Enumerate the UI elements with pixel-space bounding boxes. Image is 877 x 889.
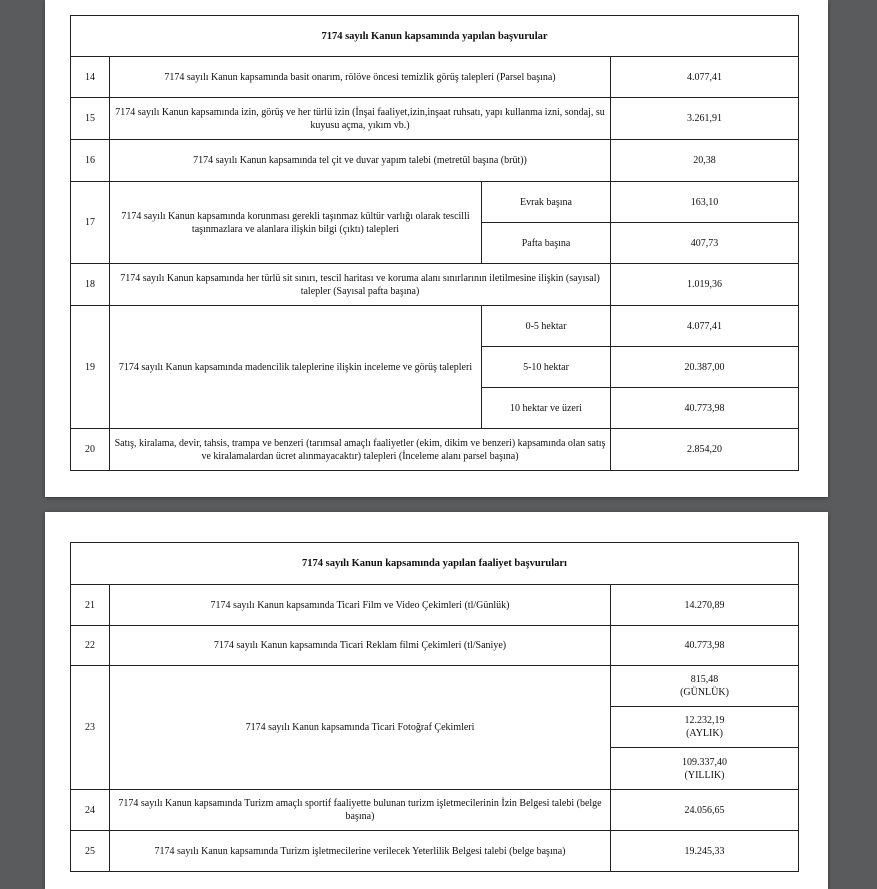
row-number: 20 [71,429,110,471]
row-description: 7174 sayılı Kanun kapsamında izin, görüş ve her türlü izin (İnşai faaliyet,izin,inşaat ruhsatı, yapı kullanma izni, sondaj, su kuyusu açma, yıkım vb.) [110,98,611,140]
row-number: 23 [71,666,110,790]
row-fee: 24.056,65 [611,790,799,831]
row-sub-label: 10 hektar ve üzeri [482,388,611,429]
row-description: 7174 sayılı Kanun kapsamında tel çit ve duvar yapım talebi (metretül başına (brüt)) [110,140,611,182]
row-number: 21 [71,585,110,626]
table-row [71,182,799,223]
fee-amount: 815,48 [690,674,719,685]
row-sub-label: 0-5 hektar [482,306,611,347]
row-fee: 4.077,41 [611,57,799,98]
table-row [71,140,799,182]
row-fee: 20,38 [611,140,799,182]
row-number: 25 [71,831,110,872]
fee-table-applications [70,15,799,471]
row-sub-label: 5-10 hektar [482,347,611,388]
table-row [71,306,799,347]
row-number: 15 [71,98,110,140]
row-fee: 2.854,20 [611,429,799,471]
row-number: 22 [71,626,110,666]
row-number: 14 [71,57,110,98]
table-row [71,790,799,831]
row-fee [611,748,799,790]
row-sub-label: Evrak başına [482,182,611,223]
fee-table-activities [70,542,799,872]
row-fee: 19.245,33 [611,831,799,872]
row-description: 7174 sayılı Kanun kapsamında Ticari Film ve Video Çekimleri (tl/Günlük) [110,585,611,626]
table-row [71,264,799,306]
row-description: 7174 sayılı Kanun kapsamında Turizm işletmecilerine verilecek Yeterlilik Belgesi talebi (belge başına) [110,831,611,872]
row-description: 7174 sayılı Kanun kapsamında basit onarım, rölöve öncesi temizlik görüş talepleri (Parsel başına) [110,57,611,98]
document-page-2 [45,512,828,889]
table-row [71,57,799,98]
row-fee: 1.019,36 [611,264,799,306]
row-sub-label: Pafta başına [482,223,611,264]
row-description: 7174 sayılı Kanun kapsamında her türlü sit sınırı, tescil haritası ve koruma alanı sınırlarının iletilmesine ilişkin (sayısal) talepler (Sayısal pafta başına) [110,264,611,306]
section-title: 7174 sayılı Kanun kapsamında yapılan başvurular [71,16,799,57]
row-description: 7174 sayılı Kanun kapsamında Turizm amaçlı sportif faaliyette bulunan turizm işletmecilerinin İzin Belgesi talebi (belge başına) [110,790,611,831]
row-fee: 407,73 [611,223,799,264]
row-number: 16 [71,140,110,182]
row-number: 24 [71,790,110,831]
row-description: 7174 sayılı Kanun kapsamında korunması gerekli taşınmaz kültür varlığı olarak tescilli taşınmazlara ve alanlara ilişkin bilgi (çıktı) talepleri [110,182,482,264]
fee-amount: 12.232,19 [684,715,725,726]
row-description: 7174 sayılı Kanun kapsamında Ticari Reklam filmi Çekimleri (tl/Saniye) [110,626,611,666]
table-row [71,831,799,872]
table-row [71,98,799,140]
row-fee: 3.261,91 [611,98,799,140]
row-number: 17 [71,182,110,264]
fee-period: (YILLIK) [684,769,725,781]
fee-period: (GÜNLÜK) [680,687,729,698]
row-description: Satış, kiralama, devir, tahsis, trampa ve benzeri (tarımsal amaçlı faaliyetler (ekim, dikim ve benzeri) kapsamında olan satış ve kiralamalardan ücret alınmayacaktır) talepleri (İnceleme alanı parsel başına) [110,429,611,471]
row-fee: 4.077,41 [611,306,799,347]
row-fee: 20.387,00 [611,347,799,388]
row-fee [611,666,799,707]
row-number: 19 [71,306,110,429]
section-title: 7174 sayılı Kanun kapsamında yapılan faaliyet başvuruları [71,543,799,585]
row-fee: 40.773,98 [611,626,799,666]
row-number: 18 [71,264,110,306]
table-row [71,666,799,707]
document-page-1 [45,0,828,497]
table-row [71,429,799,471]
row-fee: 14.270,89 [611,585,799,626]
fee-period: (AYLIK) [686,728,723,739]
row-fee: 40.773,98 [611,388,799,429]
table-header-row [71,16,799,57]
table-row [71,585,799,626]
table-header-row [71,543,799,585]
row-fee: 163,10 [611,182,799,223]
row-description: 7174 sayılı Kanun kapsamında madencilik taleplerine ilişkin inceleme ve görüş talepleri [110,306,482,429]
table-row [71,626,799,666]
fee-amount: 109.337,40 [682,756,727,768]
row-fee [611,707,799,748]
row-description: 7174 sayılı Kanun kapsamında Ticari Fotoğraf Çekimleri [110,666,611,790]
